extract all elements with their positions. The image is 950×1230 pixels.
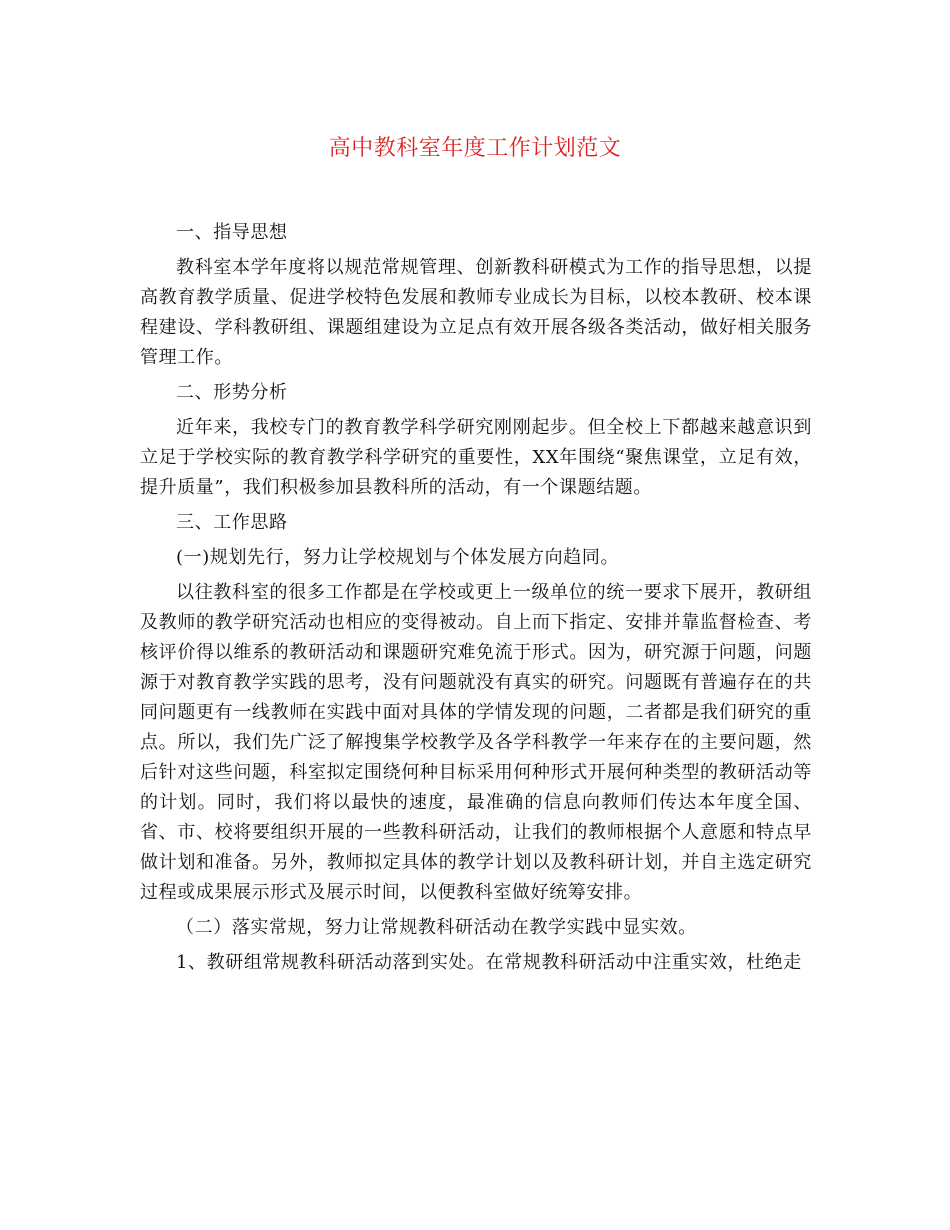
heading-guiding-thought: 一、指导思想 [176,222,288,243]
paragraph-situation-analysis: 近年来，我校专门的教育教学科学研究刚刚起步。但全校上下都越来越意识到立足于学校实际的教育教学科学研究的重要性，XX年围绕“聚焦课堂，立足有效，提升质量”，我们积极参加县教科所的活动，有一个课题结题。 [140,417,812,498]
heading-situation-analysis: 二、形势分析 [176,382,288,403]
heading-work-approach: 三、工作思路 [176,512,288,533]
paragraph-teaching-research-group: 1、教研组常规教科研活动落到实处。在常规教科研活动中注重实效，杜绝走 [176,952,802,973]
document-body [140,218,812,983]
paragraph-guiding-thought: 教科室本学年度将以规范常规管理、创新教科研模式为工作的指导思想，以提高教育教学质量、促进学校特色发展和教师专业成长为目标，以校本教研、校本课程建设、学科教研组、课题组建设为立足点有效开展各级各类活动，做好相关服务管理工作。 [140,257,812,368]
subheading-planning-first: (一)规划先行，努力让学校规划与个体发展方向趋同。 [176,547,620,568]
document-title: 高中教科室年度工作计划范文 [328,136,622,161]
paragraph-planning-first: 以往教科室的很多工作都是在学校或更上一级单位的统一要求下展开，教研组及教师的教学研究活动也相应的变得被动。自上而下指定、安排并靠监督检查、考核评价得以维系的教研活动和课题研究难免流于形式。因为，研究源于问题，问题源于对教育教学实践的思考，没有问题就没有真实的研究。问题既有普遍存在的共同问题更有一线教师在实践中面对具体的学情发现的问题，二者都是我们研究的重点。所以，我们先广泛了解搜集学校教学及各学科教学一年来存在的主要问题，然后针对这些问题，科室拟定围绕何种目标采用何种形式开展何种类型的教研活动等的计划。同时，我们将以最快的速度，最准确的信息向教师们传达本年度全国、省、市、校将要组织开展的一些教科研活动，让我们的教师根据个人意愿和特点早做计划和准备。另外，教师拟定具体的教学计划以及教科研计划，并自主选定研究过程或成果展示形式及展示时间，以便教科室做好统筹安排。 [140,582,812,903]
subheading-implement-routine: （二）落实常规，努力让常规教科研活动在教学实践中显实效。 [176,917,697,938]
